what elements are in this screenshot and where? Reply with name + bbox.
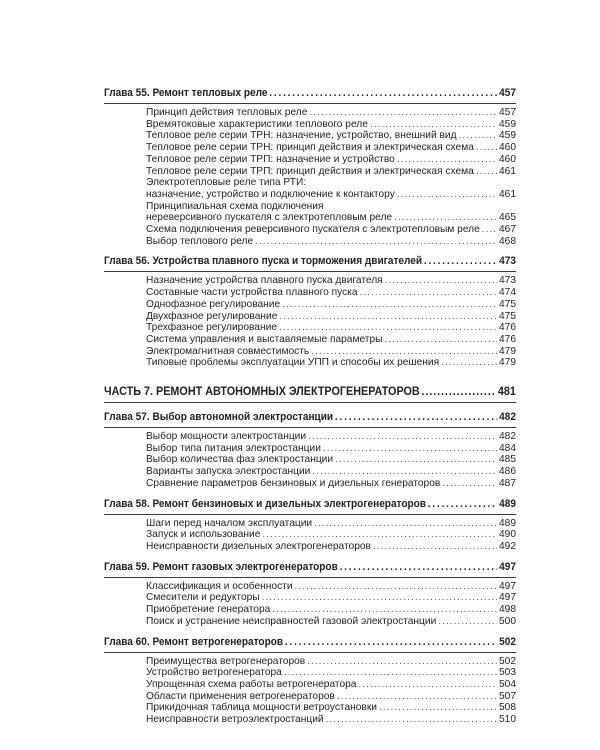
- section-page: 465: [499, 212, 516, 224]
- section-entry[interactable]: [104, 541, 516, 553]
- chapter-title: Глава 58. Ремонт бензиновых и дизельных электрогенераторов: [104, 497, 426, 510]
- section-title: Шаги перед началом эксплуатации: [146, 517, 313, 529]
- chapter-title: Глава 55. Ремонт тепловых реле: [104, 87, 268, 99]
- section-title: Выбор типа питания электростанции: [146, 442, 321, 454]
- section-page: 459: [499, 130, 516, 142]
- section-entry[interactable]: [104, 518, 516, 530]
- section-page: 486: [499, 466, 516, 478]
- divider: [104, 402, 516, 403]
- section-entry[interactable]: [104, 275, 516, 287]
- section-page: 460: [499, 142, 516, 154]
- divider: [104, 652, 516, 653]
- leader-dots: [340, 560, 498, 574]
- section-title: Сравнение параметров бензиновых и дизельных генераторов: [146, 477, 441, 489]
- section-title: Классификация и особенности: [146, 580, 293, 592]
- leader-dots: [326, 714, 497, 726]
- section-entry[interactable]: [104, 287, 516, 299]
- section-entry[interactable]: [104, 529, 516, 541]
- section-page: 459: [499, 118, 516, 130]
- section-entry[interactable]: [104, 322, 516, 334]
- leader-dots: [385, 275, 497, 287]
- section-title: Составные части устройства плавного пуска: [146, 287, 358, 299]
- chapter-heading[interactable]: [104, 82, 516, 100]
- section-entry[interactable]: [104, 346, 516, 358]
- section-entry[interactable]: [104, 107, 516, 119]
- section-page: 498: [499, 604, 516, 616]
- section-entry[interactable]: [104, 443, 516, 455]
- leader-dots: [476, 142, 497, 154]
- section-page: 461: [499, 165, 516, 177]
- leader-dots: [360, 287, 497, 299]
- section-entry[interactable]: [104, 201, 516, 213]
- section-title: Варианты запуска электростанции: [146, 466, 311, 478]
- section-entry[interactable]: [104, 604, 516, 616]
- chapter-entry: [104, 406, 516, 490]
- leader-dots: [279, 311, 497, 323]
- part-heading[interactable]: [104, 384, 516, 399]
- section-page: 497: [499, 592, 516, 604]
- section-page: 475: [499, 298, 516, 310]
- leader-dots: [428, 497, 498, 511]
- section-entry[interactable]: [104, 691, 516, 703]
- divider: [104, 514, 516, 515]
- leader-dots: [323, 443, 497, 455]
- section-entry[interactable]: [104, 166, 516, 178]
- leader-dots: [373, 541, 497, 553]
- leader-dots: [269, 86, 497, 100]
- section-title: Смесители и редукторы: [146, 592, 260, 604]
- leader-dots: [442, 478, 497, 490]
- section-entry[interactable]: [104, 702, 516, 714]
- section-page: 479: [499, 345, 516, 357]
- section-entry[interactable]: [104, 667, 516, 679]
- chapter-page: 482: [499, 411, 516, 424]
- leader-dots: [307, 656, 497, 668]
- section-entry[interactable]: [104, 478, 516, 490]
- section-title: Прикидочная таблица мощности ветроустановки: [146, 702, 377, 714]
- section-entry[interactable]: [104, 357, 516, 369]
- section-title: Выбор теплового реле: [146, 235, 254, 247]
- section-title: Упрощенная схема работы ветрогенератора: [146, 678, 357, 690]
- section-title: Назначение устройства плавного пуска двигателя: [146, 275, 383, 287]
- section-title: Тепловое реле серии ТРП: принцип действия и электрическая схема: [146, 165, 474, 177]
- chapter-heading[interactable]: [104, 493, 516, 511]
- section-page: 476: [499, 322, 516, 334]
- leader-dots: [397, 189, 497, 201]
- leader-dots: [262, 529, 497, 541]
- section-entry[interactable]: [104, 189, 516, 201]
- section-entry[interactable]: [104, 142, 516, 154]
- leader-dots: [255, 236, 497, 248]
- section-title: Области применения ветрогенераторов: [146, 690, 335, 702]
- section-title: Неисправности ветроэлектростанций: [146, 714, 324, 726]
- chapter-entry: [104, 631, 516, 726]
- section-title: Схема подключения реверсивного пускателя с электротепловым реле: [146, 224, 480, 236]
- section-page: 485: [499, 454, 516, 466]
- section-title: Устройство ветрогенератора: [146, 667, 282, 679]
- leader-dots: [422, 384, 497, 399]
- section-entry[interactable]: [104, 431, 516, 443]
- leader-dots: [284, 667, 497, 679]
- section-entry[interactable]: [104, 119, 516, 131]
- chapter-heading[interactable]: [104, 250, 516, 268]
- section-page: 482: [499, 431, 516, 443]
- leader-dots: [335, 454, 497, 466]
- section-entry[interactable]: [104, 581, 516, 593]
- section-title: Двухфазное регулирование: [146, 310, 278, 322]
- section-page: 476: [499, 333, 516, 345]
- leader-dots: [272, 604, 497, 616]
- leader-dots: [308, 431, 497, 443]
- section-title: Тепловое реле серии ТРН: принцип действия и электрическая схема: [146, 142, 474, 154]
- part-page: 481: [497, 384, 516, 399]
- section-entry[interactable]: [104, 212, 516, 224]
- section-entry[interactable]: [104, 177, 516, 189]
- chapters-group-b: [104, 406, 516, 726]
- section-title: Выбор мощности электростанции: [146, 431, 307, 443]
- section-entry[interactable]: [104, 130, 516, 142]
- section-title: Приобретение генератора: [146, 604, 271, 616]
- leader-dots: [482, 224, 497, 236]
- section-entry[interactable]: [104, 714, 516, 726]
- section-title: Времятоковые характеристики теплового реле: [146, 118, 368, 130]
- leader-dots: [370, 119, 497, 131]
- table-of-contents: [104, 82, 516, 729]
- part-heading-block: [104, 372, 516, 403]
- chapter-page: 489: [499, 497, 516, 510]
- section-title: назначение, устройство и подключение к контактору: [146, 188, 395, 200]
- leader-dots: [441, 357, 497, 369]
- chapter-title: Глава 56. Устройства плавного пуска и торможения двигателей: [104, 255, 423, 268]
- part-title: ЧАСТЬ 7. РЕМОНТ АВТОНОМНЫХ ЭЛЕКТРОГЕНЕРАТОРОВ: [104, 384, 420, 399]
- section-page: 504: [499, 678, 516, 690]
- divider: [104, 271, 516, 272]
- section-entry[interactable]: [104, 236, 516, 248]
- leader-dots: [384, 334, 497, 346]
- section-entry[interactable]: [104, 466, 516, 478]
- leader-dots: [285, 635, 497, 649]
- section-page: 502: [499, 655, 516, 667]
- section-entry[interactable]: [104, 154, 516, 166]
- leader-dots: [335, 410, 497, 424]
- section-title: Тепловое реле серии ТРП: назначение и устройство: [146, 153, 395, 165]
- leader-dots: [358, 679, 497, 691]
- leader-dots: [379, 702, 497, 714]
- section-title: Тепловое реле серии ТРН: назначение, устройство, внешний вид: [146, 130, 457, 142]
- section-page: 479: [499, 357, 516, 369]
- chapter-entry: [104, 250, 516, 369]
- section-entry[interactable]: [104, 656, 516, 668]
- leader-dots: [314, 518, 497, 530]
- section-page: 487: [499, 477, 516, 489]
- section-title: Система управления и выставляемые параметры: [146, 333, 383, 345]
- section-page: 497: [499, 580, 516, 592]
- leader-dots: [262, 592, 497, 604]
- chapter-title: Глава 59. Ремонт газовых электрогенераторов: [104, 560, 338, 573]
- chapter-heading[interactable]: [104, 556, 516, 574]
- section-entry[interactable]: [104, 592, 516, 604]
- section-title: Запуск и использование: [146, 529, 261, 541]
- leader-dots: [312, 466, 497, 478]
- section-page: 467: [499, 224, 516, 236]
- section-title: Принципиальная схема подключения: [146, 200, 324, 212]
- leader-dots: [311, 346, 497, 358]
- leader-dots: [394, 212, 497, 224]
- chapters-group-a: [104, 82, 516, 369]
- section-page: 468: [499, 235, 516, 247]
- section-page: 503: [499, 667, 516, 679]
- section-entry[interactable]: [104, 616, 516, 628]
- leader-dots: [397, 154, 497, 166]
- chapter-entry: [104, 493, 516, 553]
- section-title: Неисправности дизельных электрогенераторов: [146, 540, 371, 552]
- divider: [104, 427, 516, 428]
- leader-dots: [476, 166, 497, 178]
- section-page: 460: [499, 153, 516, 165]
- leader-dots: [459, 130, 497, 142]
- divider: [104, 577, 516, 578]
- divider: [104, 103, 516, 104]
- section-page: 510: [499, 714, 516, 726]
- section-page: 490: [499, 529, 516, 541]
- section-page: 508: [499, 702, 516, 714]
- section-title: Поиск и устранение неисправностей газовой электростанции: [146, 615, 437, 627]
- chapter-page: 457: [499, 87, 516, 99]
- chapter-heading[interactable]: [104, 631, 516, 649]
- leader-dots: [295, 581, 497, 593]
- section-title: Однофазное регулирование: [146, 298, 281, 310]
- section-entry[interactable]: [104, 311, 516, 323]
- section-page: 473: [499, 275, 516, 287]
- section-entry[interactable]: [104, 334, 516, 346]
- section-page: 461: [499, 188, 516, 200]
- leader-dots: [424, 254, 497, 268]
- section-page: 507: [499, 690, 516, 702]
- chapter-entry: [104, 556, 516, 628]
- section-title: нереверсивного пускателя с электротепловым реле: [146, 212, 393, 224]
- section-title: Трехфазное регулирование: [146, 322, 277, 334]
- section-entry[interactable]: [104, 454, 516, 466]
- section-page: 489: [499, 517, 516, 529]
- section-title: Выбор количества фаз электростанции: [146, 454, 334, 466]
- section-page: 492: [499, 540, 516, 552]
- chapter-page: 473: [499, 255, 516, 268]
- section-title: Электротепловые реле типа РТИ:: [146, 177, 307, 189]
- leader-dots: [279, 322, 497, 334]
- section-entry[interactable]: [104, 224, 516, 236]
- section-entry[interactable]: [104, 299, 516, 311]
- chapter-title: Глава 57. Выбор автономной электростанции: [104, 411, 334, 424]
- section-title: Принцип действия тепловых реле: [146, 107, 308, 118]
- section-title: Типовые проблемы эксплуатации УПП и способы их решения: [146, 357, 440, 369]
- chapter-page: 497: [499, 560, 516, 573]
- section-page: 457: [499, 107, 516, 118]
- leader-dots: [309, 107, 497, 119]
- chapter-title: Глава 60. Ремонт ветрогенераторов: [104, 635, 284, 648]
- section-title: Преимущества ветрогенераторов: [146, 655, 306, 667]
- leader-dots: [282, 299, 497, 311]
- section-title: Электромагнитная совместимость: [146, 345, 310, 357]
- section-entry[interactable]: [104, 679, 516, 691]
- leader-dots: [438, 616, 497, 628]
- chapter-heading[interactable]: [104, 406, 516, 424]
- chapter-entry: [104, 82, 516, 247]
- section-page: 474: [499, 287, 516, 299]
- section-page: 500: [499, 615, 516, 627]
- leader-dots: [337, 691, 497, 703]
- chapter-page: 502: [499, 635, 516, 648]
- section-page: 475: [499, 310, 516, 322]
- section-page: 484: [499, 442, 516, 454]
